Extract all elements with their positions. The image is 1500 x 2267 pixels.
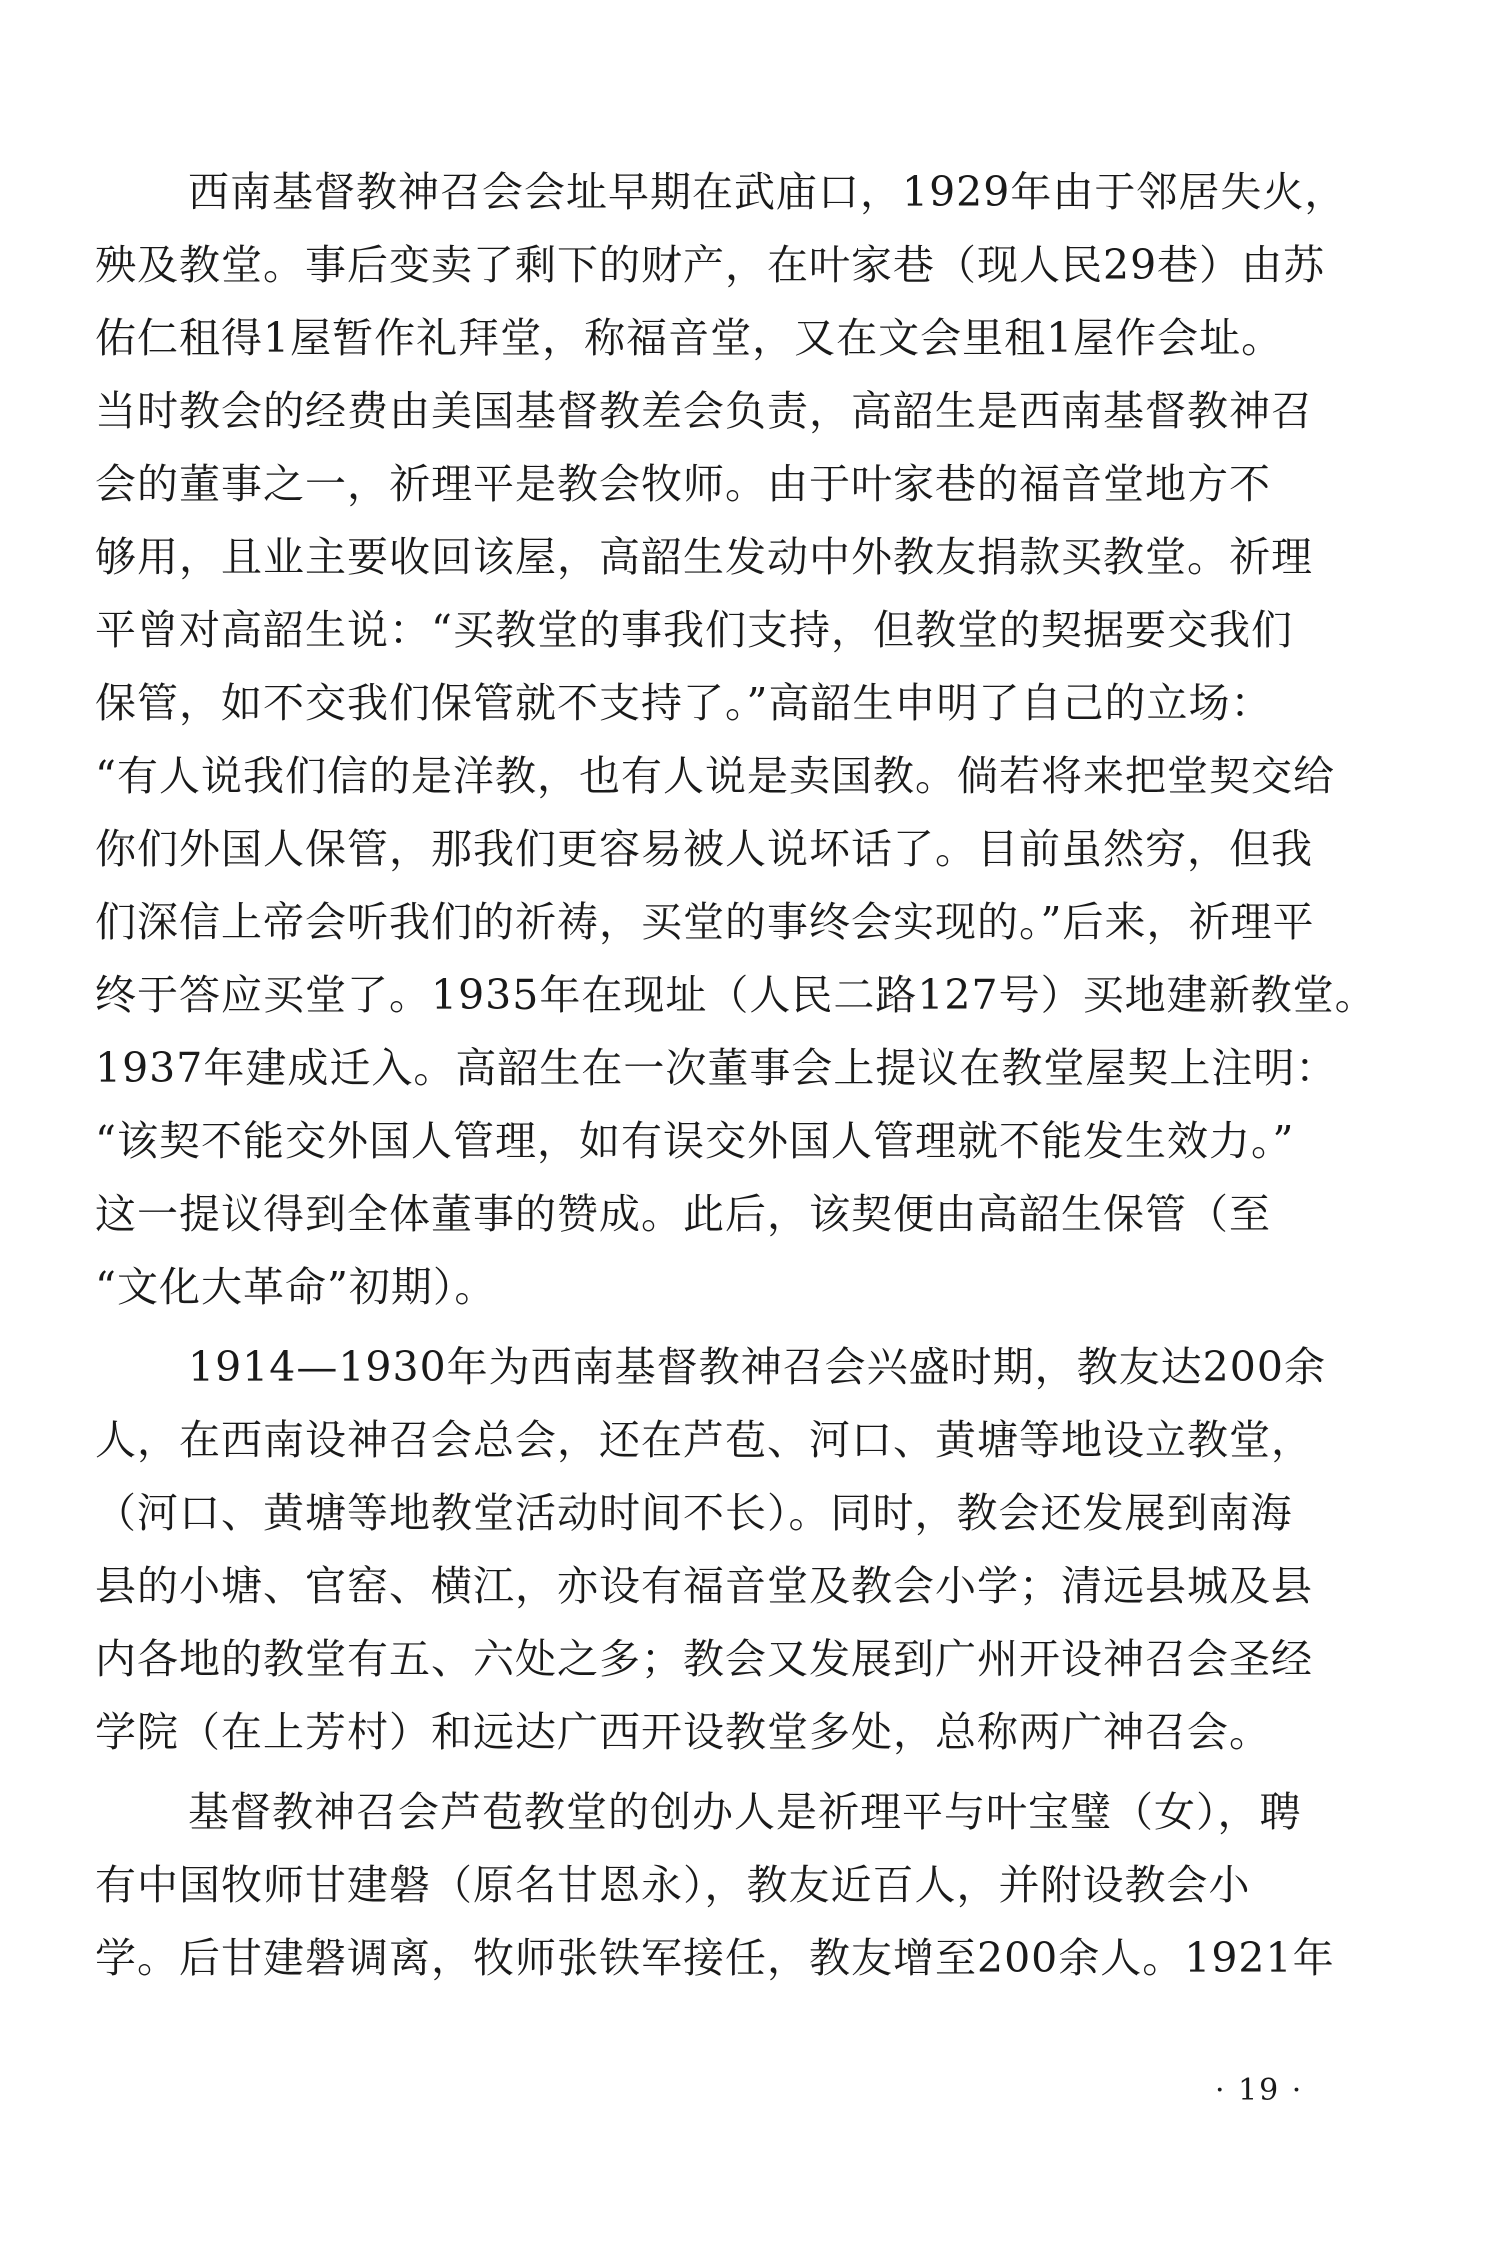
text-line: 人，在西南设神召会总会，还在芦苞、河口、黄塘等地设立教堂，	[95, 1416, 1313, 1464]
text-line: 1937年建成迁入。高韶生在一次董事会上提议在教堂屋契上注明：	[95, 1044, 1338, 1092]
text-line: 这一提议得到全体董事的赞成。此后，该契便由高韶生保管（至	[95, 1190, 1271, 1238]
text-line: 学院（在上芳村）和远达广西开设教堂多处，总称两广神召会。	[95, 1708, 1271, 1756]
text-line: （河口、黄塘等地教堂活动时间不长）。同时，教会还发展到南海	[95, 1489, 1293, 1537]
text-line: “文化大革命”初期）。	[95, 1263, 497, 1311]
text-line: 平曾对高韶生说：“买教堂的事我们支持，但教堂的契据要交我们	[95, 606, 1293, 654]
text-line: 1914—1930年为西南基督教神召会兴盛时期，教友达200余	[188, 1343, 1326, 1391]
text-line: 基督教神召会芦苞教堂的创办人是祈理平与叶宝璧（女），聘	[188, 1788, 1302, 1836]
text-line: 学。后甘建磐调离，牧师张铁军接任，教友增至200余人。1921年	[95, 1934, 1335, 1982]
page-number: · 19 ·	[1215, 2073, 1304, 2108]
text-line: 当时教会的经费由美国基督教差会负责，高韶生是西南基督教神召	[95, 387, 1313, 435]
text-line: 终于答应买堂了。1935年在现址（人民二路127号）买地建新教堂。	[95, 971, 1377, 1019]
text-line: 西南基督教神召会会址早期在武庙口，1929年由于邻居失火，	[188, 168, 1347, 216]
text-line: 你们外国人保管，那我们更容易被人说坏话了。目前虽然穷，但我	[95, 825, 1313, 873]
text-line: 会的董事之一，祈理平是教会牧师。由于叶家巷的福音堂地方不	[95, 460, 1271, 508]
text-line: “有人说我们信的是洋教，也有人说是卖国教。倘若将来把堂契交给	[95, 752, 1335, 800]
text-line: 内各地的教堂有五、六处之多；教会又发展到广州开设神召会圣经	[95, 1635, 1313, 1683]
text-line: 县的小塘、官窑、横江，亦设有福音堂及教会小学；清远县城及县	[95, 1562, 1313, 1610]
text-line: 够用，且业主要收回该屋，高韶生发动中外教友捐款买教堂。祈理	[95, 533, 1313, 581]
text-line: 佑仁租得1屋暂作礼拜堂，称福音堂，又在文会里租1屋作会址。	[95, 314, 1284, 362]
text-line: 们深信上帝会听我们的祈祷，买堂的事终会实现的。”后来，祈理平	[95, 898, 1315, 946]
text-line: “该契不能交外国人管理，如有误交外国人管理就不能发生效力。”	[95, 1117, 1295, 1165]
text-line: 有中国牧师甘建磐（原名甘恩永），教友近百人，并附设教会小	[95, 1861, 1251, 1909]
text-line: 殃及教堂。事后变卖了剩下的财产，在叶家巷（现人民29巷）由苏	[95, 241, 1326, 289]
text-line: 保管，如不交我们保管就不支持了。”高韶生申明了自己的立场：	[95, 679, 1273, 727]
